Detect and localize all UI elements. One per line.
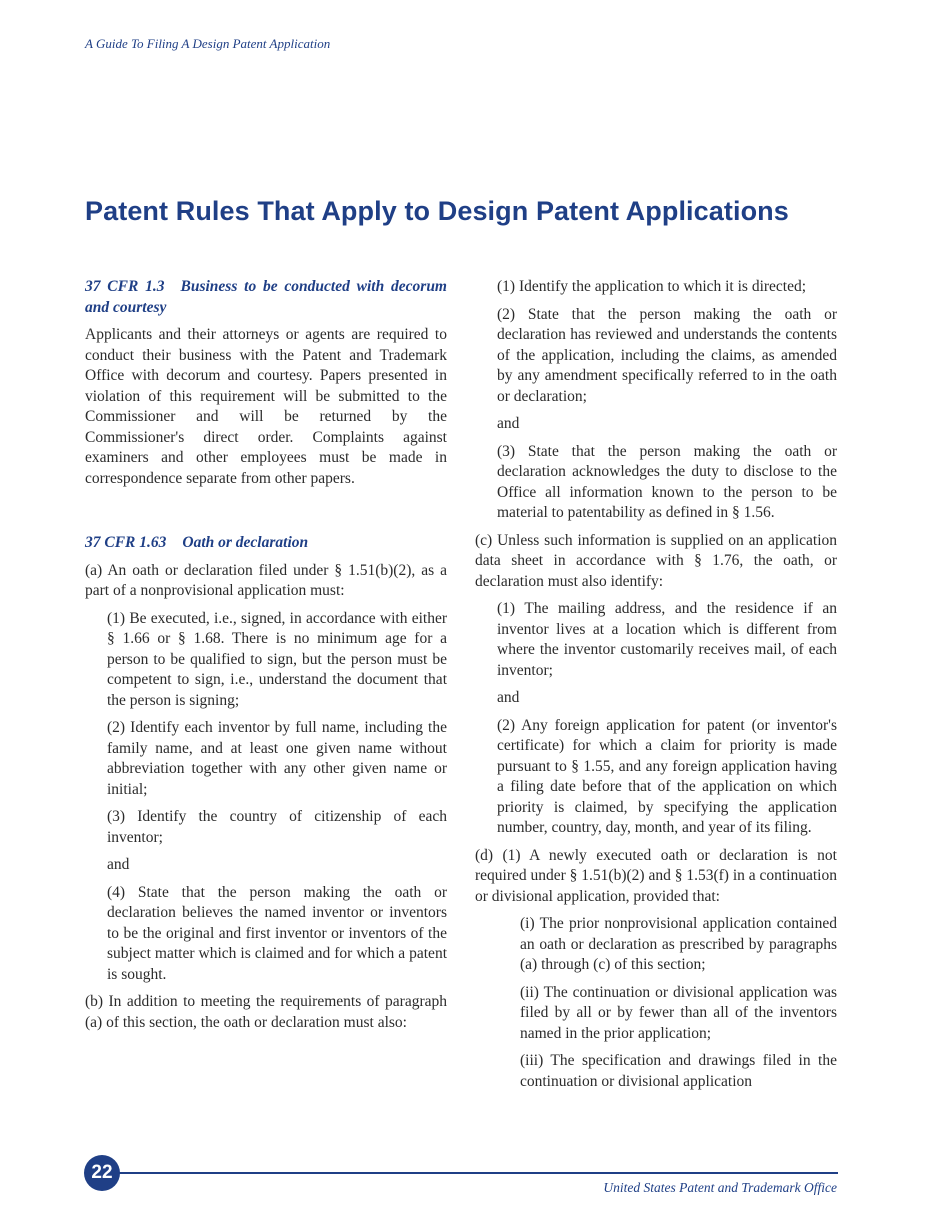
paragraph-a1: (1) Be executed, i.e., signed, in accordance with either § 1.66 or § 1.68. There is no minimum age for a person to be qualified to sign, but the person must be competent to sign, i.e., understand the document that the person is signing;: [107, 609, 447, 709]
right-column: [475, 277, 837, 1099]
paragraph-b3: (3) State that the person making the oath or declaration acknowledges the duty to disclose to the Office all information known to the person to be material to patentability as defined in § 1.56.: [497, 442, 837, 521]
section-cfr-number: 37 CFR 1.63: [85, 534, 167, 551]
paragraph-decorum: Applicants and their attorneys or agents are required to conduct their business with the Patent and Trademark Office with decorum and courtesy. Papers presented in violation of this requirement will be submitted to the Commissioner and will be returned by the Commissioner's direct order. Complaints against examiners and other employees must be made in correspondence separate from other papers.: [85, 326, 447, 487]
paragraph-d: (d) (1) A newly executed oath or declaration is not required under § 1.51(b)(2) and § 1.53(f) in a continuation or divisional application, provided that:: [475, 846, 837, 905]
paragraph-a: (a) An oath or declaration filed under § 1.51(b)(2), as a part of a nonprovisional application must:: [85, 561, 447, 599]
left-column: [85, 277, 447, 1040]
paragraph-d-iii: (iii) The specification and drawings filed in the continuation or divisional application: [520, 1052, 837, 1090]
paragraph-a2: (2) Identify each inventor by full name, including the family name, and at least one given name without abbreviation together with any other given name or initial;: [107, 719, 447, 798]
paragraph-c: (c) Unless such information is supplied on an application data sheet in accordance with § 1.76, the oath, or declaration must also identify:: [475, 531, 837, 590]
paragraph-c2: (2) Any foreign application for patent (or inventor's certificate) for which a claim for priority is made pursuant to § 1.55, and any foreign application having a filing date before that of the application on which priority is claimed, by specifying the application number, country, day, month, and year of its filing.: [497, 716, 837, 836]
section-heading-cfr-1-63: [85, 533, 447, 554]
paragraph-a3: (3) Identify the country of citizenship of each inventor;: [107, 808, 447, 846]
paragraph-a4: (4) State that the person making the oath or declaration believes the named inventor or inventors to be the original and first inventor or inventors of the subject matter which is claimed and for which a patent is sought.: [107, 883, 447, 983]
paragraph-and: and: [107, 856, 130, 873]
footer-organization: United States Patent and Trademark Office: [603, 1180, 837, 1195]
paragraph-d-i: (i) The prior nonprovisional application contained an oath or declaration as prescribed by paragraphs (a) through (c) of this section;: [520, 915, 837, 973]
paragraph-d-ii: (ii) The continuation or divisional application was filed by all or by fewer than all of the inventors named in the prior application;: [520, 983, 837, 1042]
section-cfr-number: 37 CFR 1.3: [85, 278, 165, 295]
running-header: A Guide To Filing A Design Patent Application: [85, 36, 331, 51]
page-title: Patent Rules That Apply to Design Patent Applications: [85, 196, 789, 226]
section-heading-text: Business to be conducted with decorum and courtesy: [85, 278, 447, 316]
paragraph-b: (b) In addition to meeting the requirements of paragraph (a) of this section, the oath or declaration must also:: [85, 993, 447, 1031]
paragraph-c1: (1) The mailing address, and the residence if an inventor lives at a location which is different from where the inventor customarily receives mail, of each inventor;: [497, 600, 837, 679]
paragraph-b1: (1) Identify the application to which it is directed;: [497, 278, 807, 295]
paragraph-b2: (2) State that the person making the oath or declaration has reviewed and understands the contents of the application, including the claims, as amended by any amendment specifically referred to in the oath or declaration;: [497, 305, 837, 405]
page-number-badge: 22: [84, 1155, 120, 1191]
section-heading-text: Oath or declaration: [182, 534, 309, 551]
section-heading-cfr-1-3: [85, 277, 447, 318]
footer-divider: [110, 1172, 838, 1174]
paragraph-and: and: [497, 689, 520, 706]
paragraph-and: and: [497, 415, 520, 432]
